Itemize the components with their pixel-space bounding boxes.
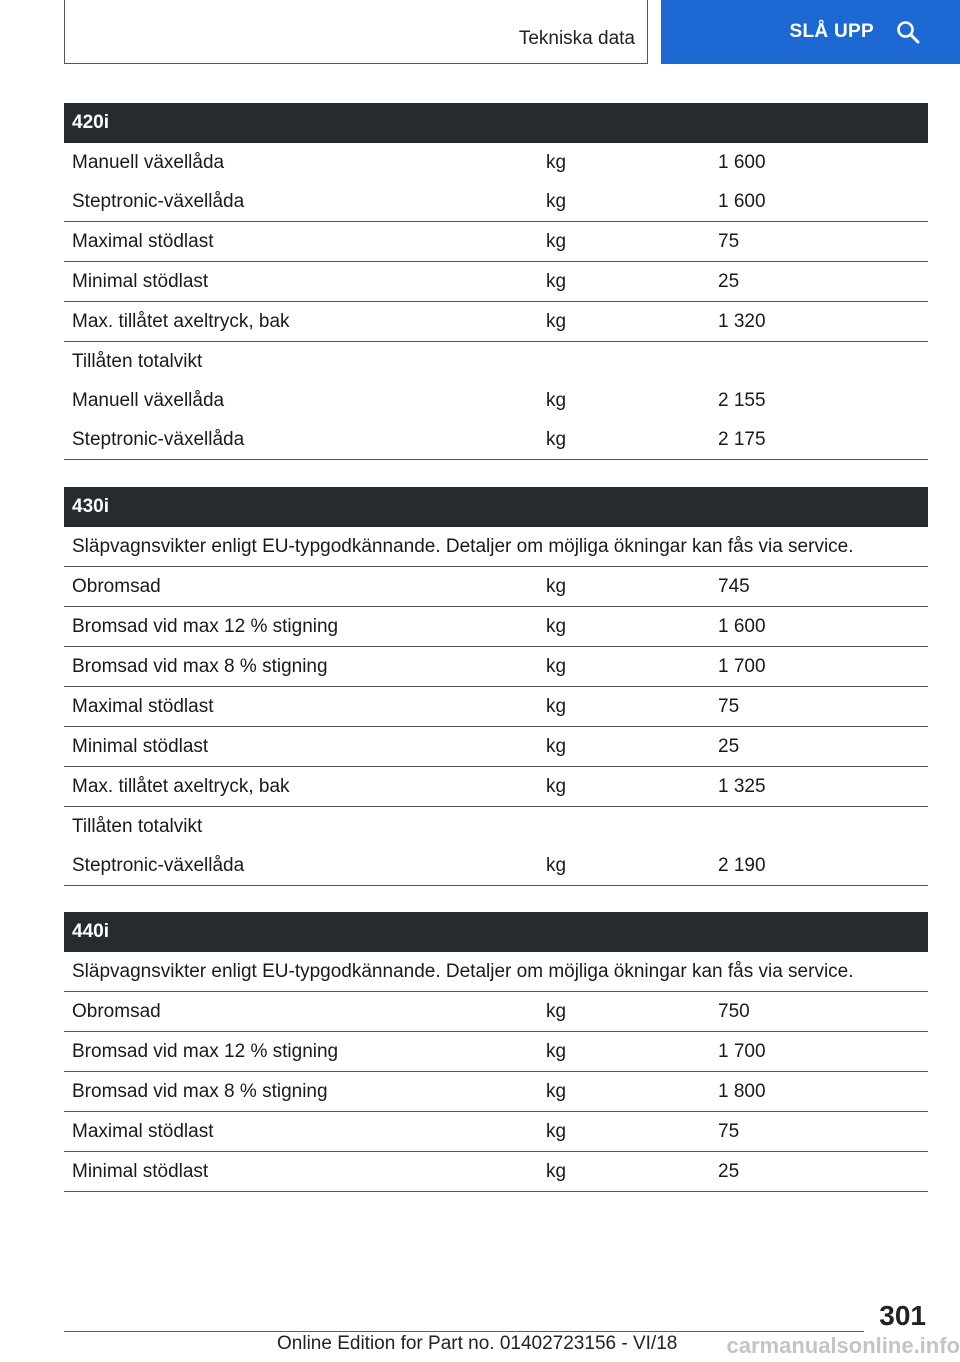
- row-value: 1 700: [710, 647, 928, 687]
- table-row: [64, 567, 928, 607]
- row-value: [710, 807, 928, 847]
- search-icon: [896, 20, 920, 44]
- note-row: [64, 952, 928, 992]
- row-value: 1 600: [710, 607, 928, 647]
- note-text: Släpvagnsvikter enligt EU-typgodkännande. Detaljer om möjliga ökningar kan fås via service.: [64, 527, 928, 567]
- row-value: 745: [710, 567, 928, 607]
- table-row: [64, 1072, 928, 1112]
- row-unit: kg: [538, 687, 710, 727]
- table-row: [64, 727, 928, 767]
- row-value: 1 320: [710, 302, 928, 342]
- row-label: Maximal stödlast: [64, 1112, 538, 1152]
- watermark: carmanualsonline.info: [726, 1333, 960, 1358]
- row-value: 75: [710, 1112, 928, 1152]
- row-unit: kg: [538, 262, 710, 302]
- lookup-button-label: SLÅ UPP: [789, 21, 874, 42]
- table-row: [64, 1152, 928, 1192]
- model-name: 430i: [64, 487, 928, 527]
- row-label: Steptronic-växellåda: [64, 420, 538, 460]
- spec-table-430i: [64, 487, 928, 886]
- table-header-row: [64, 103, 928, 143]
- table-row: [64, 607, 928, 647]
- row-label: Bromsad vid max 12 % stigning: [64, 607, 538, 647]
- table-row: [64, 381, 928, 420]
- table-row: [64, 647, 928, 687]
- row-value: 2 190: [710, 846, 928, 886]
- footer-divider: [64, 1331, 864, 1332]
- row-unit: kg: [546, 151, 567, 173]
- table-row: [64, 342, 928, 382]
- row-label: Maximal stödlast: [64, 222, 538, 262]
- row-label: Steptronic-växellåda: [64, 846, 538, 886]
- row-label: Tillåten totalvikt: [72, 350, 203, 372]
- table-row: [64, 182, 928, 222]
- header-title-box: [64, 0, 648, 64]
- row-unit: kg: [538, 767, 710, 807]
- table-row: [64, 992, 928, 1032]
- note-row: [64, 527, 928, 567]
- row-value: 750: [710, 992, 928, 1032]
- row-label: Maximal stödlast: [64, 687, 538, 727]
- row-value: 1 600: [710, 182, 928, 222]
- row-label: Tillåten totalvikt: [72, 815, 203, 837]
- row-unit: kg: [538, 846, 710, 886]
- row-value: 75: [710, 222, 928, 262]
- row-unit: kg: [538, 567, 710, 607]
- lookup-button[interactable]: [661, 0, 960, 64]
- row-unit: kg: [538, 222, 710, 262]
- row-unit: kg: [538, 607, 710, 647]
- row-value: 25: [710, 262, 928, 302]
- row-unit: kg: [538, 182, 710, 222]
- row-value: 1 325: [710, 767, 928, 807]
- table-row: [64, 420, 928, 460]
- row-label: Manuell växellåda: [72, 151, 225, 173]
- row-unit: kg: [538, 1152, 710, 1192]
- model-name: 420i: [64, 103, 928, 143]
- table-row: [64, 222, 928, 262]
- row-value: 75: [710, 687, 928, 727]
- edition-text: Online Edition for Part no. 01402723156 - VI/18: [277, 1333, 678, 1354]
- row-label: Obromsad: [64, 992, 538, 1032]
- spec-table-body: [64, 487, 928, 886]
- table-row: [64, 262, 928, 302]
- table-row: [64, 143, 928, 182]
- row-label: Obromsad: [64, 567, 538, 607]
- row-unit: kg: [538, 302, 710, 342]
- row-value: 25: [710, 727, 928, 767]
- table-row: [64, 846, 928, 886]
- table-row: [64, 687, 928, 727]
- row-unit: kg: [538, 647, 710, 687]
- row-label: Max. tillåtet axeltryck, bak: [64, 302, 538, 342]
- spec-table-body: [64, 103, 928, 460]
- table-header-row: [64, 912, 928, 952]
- row-unit: kg: [538, 1072, 710, 1112]
- table-row: [64, 302, 928, 342]
- row-label: Bromsad vid max 12 % stigning: [64, 1032, 538, 1072]
- note-text: Släpvagnsvikter enligt EU-typgodkännande. Detaljer om möjliga ökningar kan fås via service.: [64, 952, 928, 992]
- table-header-row: [64, 487, 928, 527]
- row-label: Bromsad vid max 8 % stigning: [64, 1072, 538, 1112]
- row-unit: [538, 807, 710, 847]
- row-label: Minimal stödlast: [64, 1152, 538, 1192]
- row-unit: kg: [538, 992, 710, 1032]
- spec-table-440i: [64, 912, 928, 1192]
- table-row: [64, 1112, 928, 1152]
- row-label: Manuell växellåda: [72, 389, 225, 411]
- section-title: Tekniska data: [518, 28, 635, 49]
- row-value: 1 800: [710, 1072, 928, 1112]
- row-label: Max. tillåtet axeltryck, bak: [64, 767, 538, 807]
- row-unit: kg: [538, 420, 710, 460]
- page-number: 301: [879, 1300, 926, 1331]
- spec-table-420i: [64, 103, 928, 460]
- table-row: [64, 767, 928, 807]
- row-value: 2 175: [710, 420, 928, 460]
- model-name: 440i: [64, 912, 928, 952]
- table-row: [64, 1032, 928, 1072]
- row-label: Minimal stödlast: [64, 727, 538, 767]
- row-label: Minimal stödlast: [64, 262, 538, 302]
- row-label: Bromsad vid max 8 % stigning: [64, 647, 538, 687]
- row-unit: kg: [538, 1112, 710, 1152]
- row-unit: kg: [538, 1032, 710, 1072]
- table-row: [64, 807, 928, 847]
- row-value: [710, 342, 928, 382]
- row-value: 1 600: [718, 151, 766, 173]
- row-unit: kg: [546, 389, 567, 411]
- row-value: 2 155: [718, 389, 766, 411]
- spec-table-body: [64, 912, 928, 1192]
- row-unit: kg: [538, 727, 710, 767]
- row-value: 1 700: [710, 1032, 928, 1072]
- row-label: Steptronic-växellåda: [64, 182, 538, 222]
- row-value: 25: [710, 1152, 928, 1192]
- row-unit: [538, 342, 710, 382]
